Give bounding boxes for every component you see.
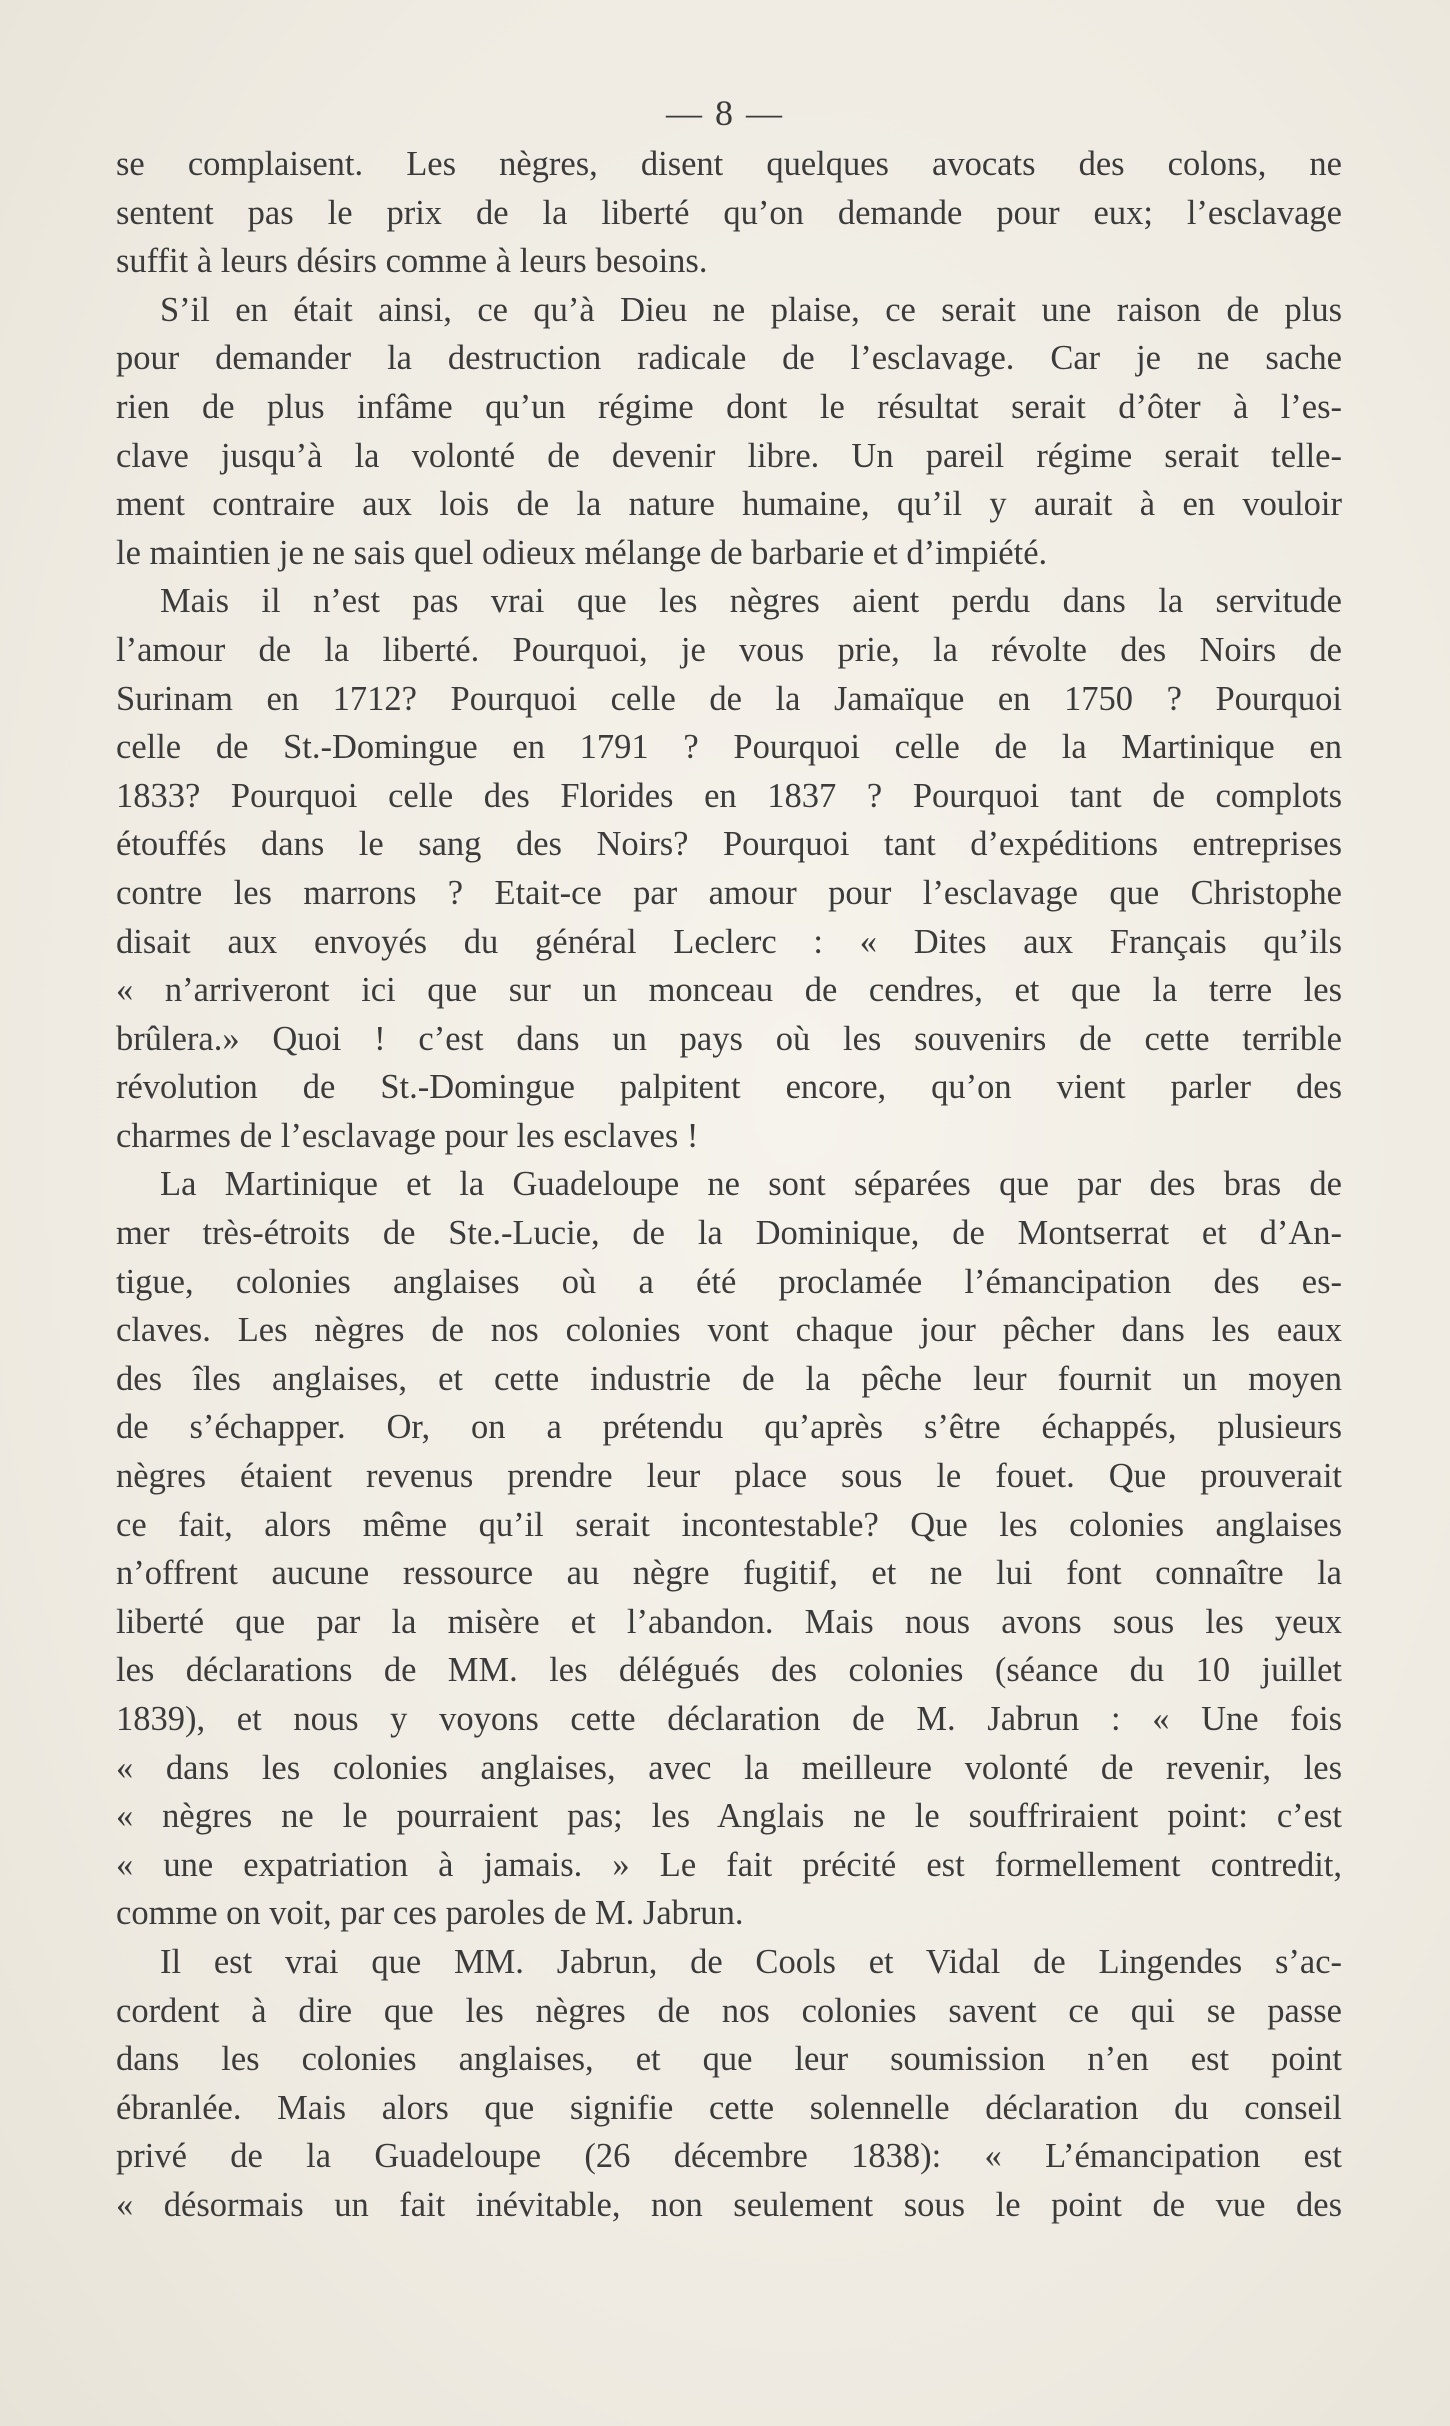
text-line: cordent à dire que les nègres de nos colonies savent ce qui se passe bbox=[116, 1991, 1342, 2030]
text-line: l’amour de la liberté. Pourquoi, je vous prie, la révolte des Noirs de bbox=[116, 630, 1342, 669]
text-line: mer très-étroits de Ste.-Lucie, de la Dominique, de Montserrat et d’An- bbox=[116, 1214, 1342, 1253]
text-line: 1839), et nous y voyons cette déclaration de M. Jabrun : « Une fois bbox=[116, 1700, 1342, 1738]
text-line: rien de plus infâme qu’un régime dont le résultat serait d’ôter à l’es- bbox=[116, 387, 1342, 426]
text-line: le maintien je ne sais quel odieux mélange de barbarie et d’impiété. bbox=[116, 533, 1048, 572]
text-line: brûlera.» Quoi ! c’est dans un pays où les souvenirs de cette terrible bbox=[116, 1019, 1342, 1058]
text-line: des îles anglaises, et cette industrie de la pêche leur fournit un moyen bbox=[116, 1359, 1342, 1398]
text-line: charmes de l’esclavage pour les esclaves ! bbox=[116, 1116, 699, 1155]
text-line: liberté que par la misère et l’abandon. Mais nous avons sous les yeux bbox=[116, 1602, 1342, 1641]
text-line: privé de la Guadeloupe (26 décembre 1838): « L’émancipation est bbox=[116, 2137, 1342, 2176]
text-line: ce fait, alors même qu’il serait incontestable? Que les colonies anglaises bbox=[116, 1505, 1342, 1544]
text-line: disait aux envoyés du général Leclerc : « Dites aux Français qu’ils bbox=[116, 922, 1342, 961]
text-line: ébranlée. Mais alors que signifie cette solennelle déclaration du conseil bbox=[116, 2088, 1342, 2127]
text-line: pour demander la destruction radicale de l’esclavage. Car je ne sache bbox=[116, 339, 1342, 378]
text-line: S’il en était ainsi, ce qu’à Dieu ne plaise, ce serait une raison de plus bbox=[160, 290, 1342, 329]
text-line: contre les marrons ? Etait-ce par amour pour l’esclavage que Christophe bbox=[116, 873, 1342, 912]
text-line: Mais il n’est pas vrai que les nègres aient perdu dans la servitude bbox=[160, 582, 1342, 621]
text-line: ment contraire aux lois de la nature humaine, qu’il y aurait à en vouloir bbox=[116, 485, 1342, 524]
text-line: tigue, colonies anglaises où a été proclamée l’émancipation des es- bbox=[116, 1262, 1342, 1301]
text-line: « nègres ne le pourraient pas; les Anglais ne le souffriraient point: c’est bbox=[116, 1797, 1342, 1836]
text-line: 1833? Pourquoi celle des Florides en 1837 ? Pourquoi tant de complots bbox=[116, 776, 1342, 815]
text-line: révolution de St.-Domingue palpitent encore, qu’on vient parler des bbox=[116, 1068, 1342, 1107]
text-line: suffit à leurs désirs comme à leurs besoins. bbox=[116, 242, 708, 281]
text-line: dans les colonies anglaises, et que leur soumission n’en est point bbox=[116, 2040, 1342, 2079]
body-text bbox=[116, 140, 1342, 2230]
text-line: de s’échapper. Or, on a prétendu qu’après s’être échappés, plusieurs bbox=[116, 1408, 1342, 1447]
text-line: Il est vrai que MM. Jabrun, de Cools et Vidal de Lingendes s’ac- bbox=[160, 1942, 1342, 1981]
text-line: « dans les colonies anglaises, avec la meilleure volonté de revenir, les bbox=[116, 1748, 1342, 1787]
text-line: les déclarations de MM. les délégués des colonies (séance du 10 juillet bbox=[116, 1651, 1342, 1690]
text-line: Surinam en 1712? Pourquoi celle de la Jamaïque en 1750 ? Pourquoi bbox=[116, 679, 1342, 718]
text-line: se complaisent. Les nègres, disent quelques avocats des colons, ne bbox=[116, 145, 1342, 183]
text-line: clave jusqu’à la volonté de devenir libre. Un pareil régime serait telle- bbox=[116, 436, 1342, 475]
page-number: — 8 — bbox=[666, 93, 784, 133]
text-line: n’offrent aucune ressource au nègre fugitif, et ne lui font connaître la bbox=[116, 1554, 1342, 1593]
text-line: « désormais un fait inévitable, non seulement sous le point de vue des bbox=[116, 2185, 1342, 2224]
text-line: étouffés dans le sang des Noirs? Pourquoi tant d’expéditions entreprises bbox=[116, 825, 1342, 864]
text-line: comme on voit, par ces paroles de M. Jabrun. bbox=[116, 1894, 744, 1933]
text-line: « n’arriveront ici que sur un monceau de cendres, et que la terre les bbox=[116, 971, 1342, 1010]
text-line: sentent pas le prix de la liberté qu’on demande pour eux; l’esclavage bbox=[116, 193, 1342, 232]
text-line: celle de St.-Domingue en 1791 ? Pourquoi celle de la Martinique en bbox=[116, 728, 1342, 767]
text-line: nègres étaient revenus prendre leur place sous le fouet. Que prouverait bbox=[116, 1457, 1342, 1496]
text-line: La Martinique et la Guadeloupe ne sont séparées que par des bras de bbox=[160, 1165, 1342, 1204]
text-line: claves. Les nègres de nos colonies vont chaque jour pêcher dans les eaux bbox=[116, 1311, 1342, 1350]
text-line: « une expatriation à jamais. » Le fait précité est formellement contredit, bbox=[116, 1845, 1342, 1884]
